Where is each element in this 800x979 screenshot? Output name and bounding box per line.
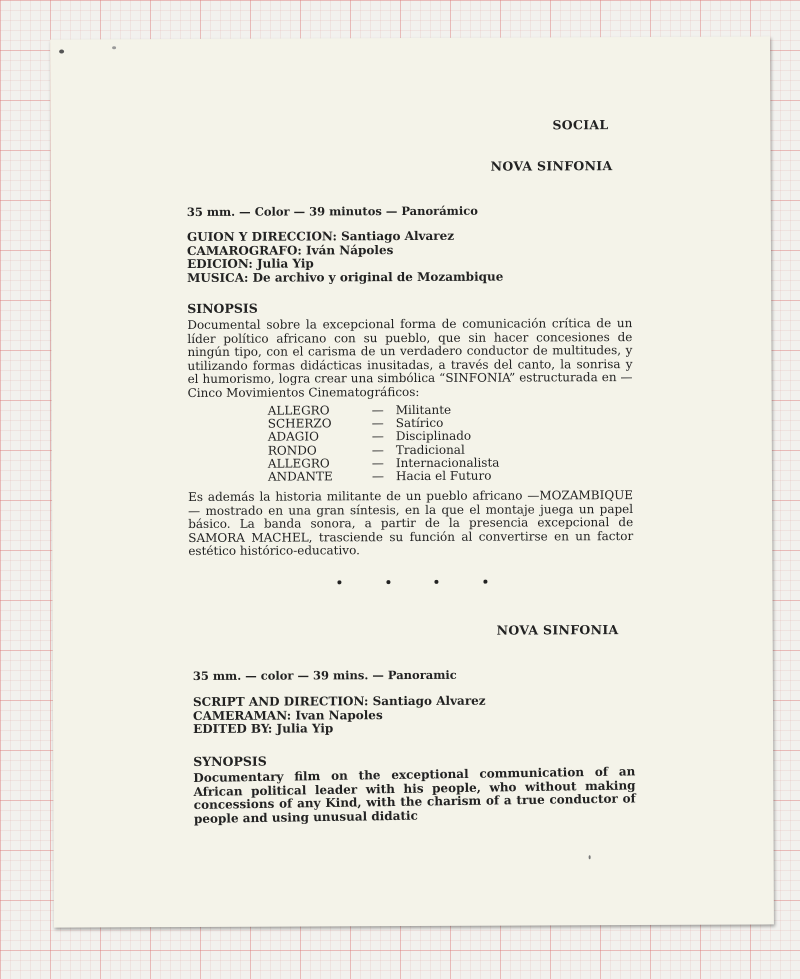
credits-en (193, 695, 486, 737)
synopsis-paragraph-es: Documental sobre la excepcional forma de comunicación crítica de un líder político africano con su pueblo, que sin hacer concesiones de ningún tipo, con el carisma de un verdadero conductor de multitudes, y utilizando formas didácticas inusitadas, a través del canto, la sonrisa y el humorismo, logra crear una simbólica “SINFONIA” estructurada en —Cinco Movimientos Cinematográficos: (187, 316, 633, 400)
document-page (50, 36, 774, 927)
movement-dash: — (371, 416, 384, 431)
movement-row (268, 470, 500, 484)
movement-desc: Internacionalista (395, 455, 500, 470)
divider-dot (386, 580, 390, 584)
credit-line: CAMERAMAN: Ivan Napoles (192, 707, 383, 723)
divider-dot (483, 580, 487, 584)
film-title-en: NOVA SINFONIA (496, 622, 619, 638)
synopsis-heading-es: SINOPSIS (187, 300, 258, 316)
credit-line: MUSICA: De archivo y original de Mozambique (187, 269, 504, 285)
movement-desc: Hacia el Futuro (395, 468, 492, 484)
credits-es (187, 230, 503, 285)
staple-hole (59, 50, 64, 54)
credit-line: CAMAROGRAFO: Iván Nápoles (186, 242, 394, 258)
movement-dash: — (371, 469, 385, 484)
movement-name: ALLEGRO (267, 456, 330, 471)
movement-name: ADAGIO (267, 429, 319, 445)
movement-desc: Militante (395, 402, 452, 418)
closing-paragraph-es: Es además la historia militante de un pueblo africano —MOZAMBIQUE— mostrado en una gran síntesis, en la que el montaje juega un papel básico. La banda sonora, a partir de la presencia excepcional de SAMORA MACHEL, trasciende su función al convertirse en un factor estético histórico-educativo. (188, 488, 634, 558)
synopsis-paragraph-en: Documentary film on the exceptional communication of an African political leader with his people, who without making concessions of any Kind, with the charism of a true conductor of people and using unusual didatic (193, 764, 636, 826)
movement-name: SCHERZO (267, 416, 332, 431)
divider-dot (337, 580, 341, 584)
credit-line: EDICION: Julia Yip (187, 256, 314, 271)
movement-name: RONDO (267, 443, 317, 458)
movement-dash: — (371, 403, 384, 418)
film-title-es: NOVA SINFONIA (490, 158, 613, 174)
credit-line: SCRIPT AND DIRECTION: Santiago Alvarez (192, 693, 486, 709)
movement-desc: Disciplinado (395, 429, 472, 444)
paper-speck (589, 855, 591, 859)
movement-dash: — (371, 455, 384, 470)
movement-name: ANDANTE (267, 469, 333, 484)
credit-line: GUION Y DIRECCION: Santiago Alvarez (186, 228, 455, 244)
section-divider (337, 580, 487, 585)
movement-desc: Tradicional (395, 442, 465, 457)
staple-hole (112, 46, 116, 49)
credit-line: EDITED BY: Julia Yip (193, 721, 334, 736)
film-specs-es: 35 mm. — Color — 39 minutos — Panorámico (186, 203, 478, 219)
movement-dash: — (371, 429, 384, 444)
film-specs-en: 35 mm. — color — 39 mins. — Panoramic (192, 667, 457, 683)
category-label: SOCIAL (552, 117, 609, 133)
movement-dash: — (371, 442, 384, 457)
movement-desc: Satírico (395, 416, 444, 431)
movements-list (268, 404, 500, 484)
synopsis-heading-en: SYNOPSIS (193, 753, 267, 769)
divider-dot (435, 580, 439, 584)
movement-name: ALLEGRO (267, 403, 330, 418)
